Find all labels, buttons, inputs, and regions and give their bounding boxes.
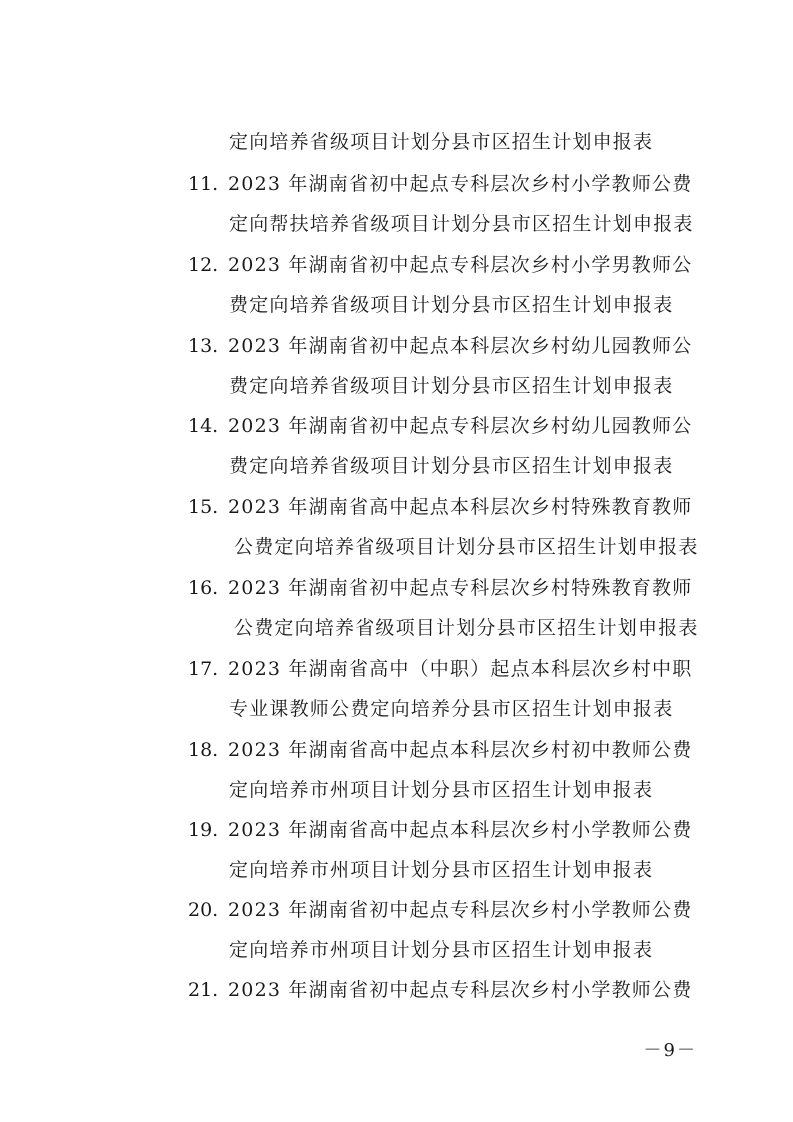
list-item-text: 2023 年湖南省高中起点本科层次乡村小学教师公费 [228,819,693,841]
list-item-text: 2023 年湖南省初中起点专科层次乡村特殊教育教师 [228,577,693,599]
list-item-text: 费定向培养省级项目计划分县市区招生计划申报表 [229,375,674,397]
list-item-text: 2023 年湖南省初中起点专科层次乡村小学教师公费 [228,979,693,1001]
list-item-text: 费定向培养省级项目计划分县市区招生计划申报表 [229,455,674,477]
list-item-heading [188,172,692,196]
list-item-number: 18. [188,739,219,761]
list-item-heading [188,898,692,922]
list-item-heading [188,818,692,842]
list-item-number: 19. [188,819,219,841]
list-item-continuation [229,858,653,882]
list-item-continuation [229,130,653,154]
list-item-heading [188,978,692,1002]
list-item-number: 16. [188,577,219,599]
list-item-heading [188,738,692,762]
list-item-text: 公费定向培养省级项目计划分县市区招生计划申报表 [234,617,699,639]
list-item-number: 14. [188,415,219,437]
list-item-continuation [234,616,699,640]
list-item-heading [188,495,692,519]
list-item-text: 2023 年湖南省初中起点专科层次乡村幼儿园教师公 [228,415,693,437]
list-item-text: 2023 年湖南省高中起点本科层次乡村特殊教育教师 [228,496,693,518]
list-item-heading [188,657,692,681]
list-item-text: 专业课教师公费定向培养分县市区招生计划申报表 [229,698,674,720]
list-item-text: 定向培养省级项目计划分县市区招生计划申报表 [229,131,654,153]
list-item-heading [188,334,692,358]
list-item-text: 费定向培养省级项目计划分县市区招生计划申报表 [229,294,674,316]
list-item-number: 20. [188,899,219,921]
list-item-text: 定向培养市州项目计划分县市区招生计划申报表 [229,779,654,801]
page-number: －9－ [643,1040,697,1061]
list-item-number: 17. [188,658,219,680]
list-item-text: 定向培养市州项目计划分县市区招生计划申报表 [229,859,654,881]
list-item-text: 2023 年湖南省初中起点专科层次乡村小学教师公费 [228,899,693,921]
list-item-continuation [229,938,653,962]
list-item-text: 定向培养市州项目计划分县市区招生计划申报表 [229,939,654,961]
list-item-heading [188,253,692,277]
list-item-number: 11. [188,173,219,195]
list-item-number: 13. [188,335,219,357]
list-item-text: 2023 年湖南省高中起点本科层次乡村初中教师公费 [228,739,693,761]
list-item-number: 15. [188,496,219,518]
list-item-number: 21. [188,979,219,1001]
list-item-continuation [229,454,673,478]
list-item-continuation [234,535,699,559]
list-item-text: 2023 年湖南省初中起点专科层次乡村小学男教师公 [228,254,693,276]
list-item-heading [188,414,692,438]
list-item-continuation [229,212,694,236]
list-item-text: 2023 年湖南省初中起点本科层次乡村幼儿园教师公 [228,335,693,357]
list-item-continuation [229,293,673,317]
list-item-continuation [229,697,673,721]
list-item-heading [188,576,692,600]
list-item-text: 公费定向培养省级项目计划分县市区招生计划申报表 [234,536,699,558]
list-item-text: 2023 年湖南省高中（中职）起点本科层次乡村中职 [228,658,693,680]
list-item-continuation [229,374,673,398]
list-item-text: 定向帮扶培养省级项目计划分县市区招生计划申报表 [229,213,694,235]
list-item-text: 2023 年湖南省初中起点专科层次乡村小学教师公费 [228,173,693,195]
list-item-continuation [229,778,653,802]
list-item-number: 12. [188,254,219,276]
